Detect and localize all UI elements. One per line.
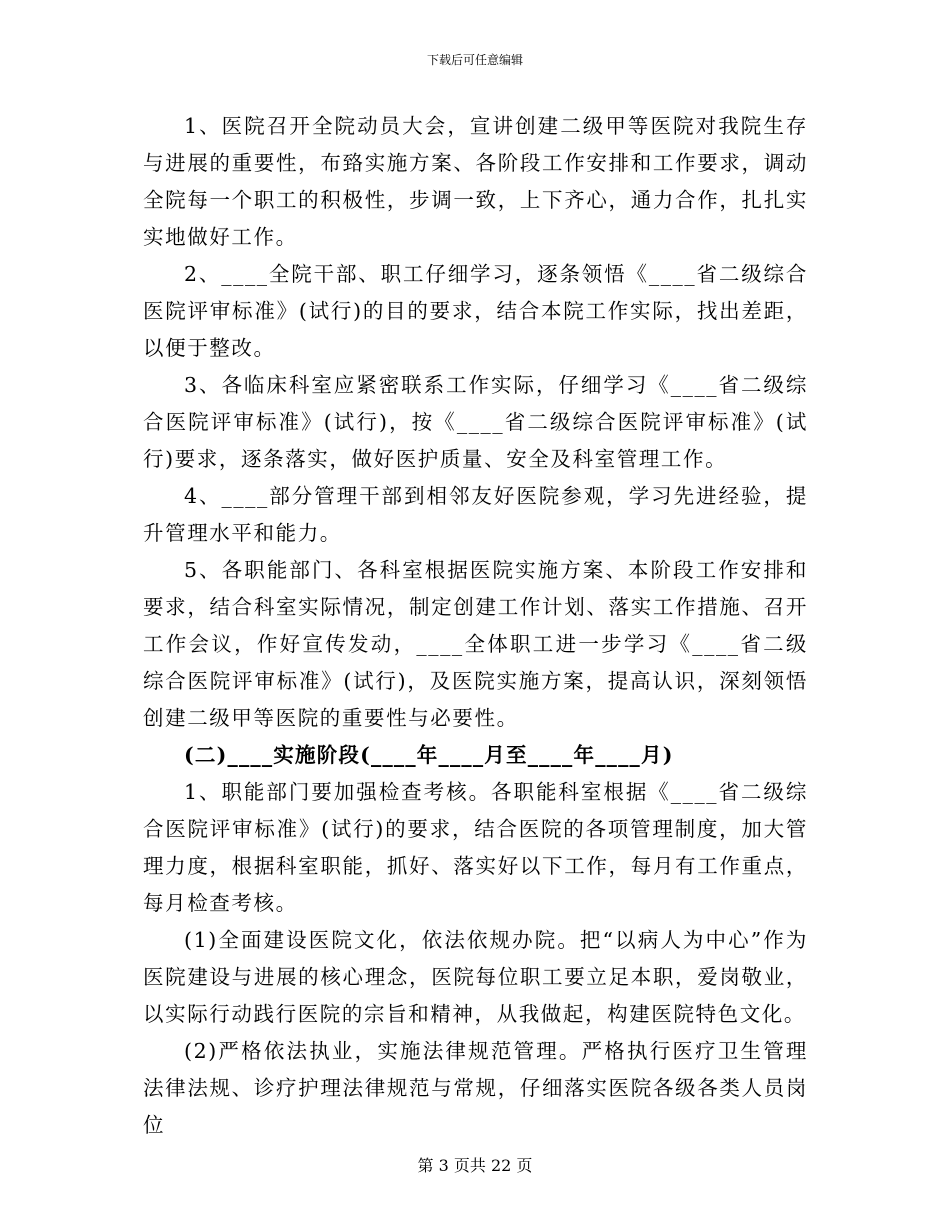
paragraph-hospital-culture: (1)全面建设医院文化，依法依规办院。把“以病人为中心”作为医院建设与进展的核心理念，医院每位职工要立足本职，爱岗敬业，以实际行动践行医院的宗旨和精神，从我做起，构建医院特色文化。 xyxy=(143,928,808,1026)
paragraph-clinical-departments: 3、各临床科室应紧密联系工作实际，仔细学习《____省二级综合医院评审标准》(试行)，按《____省二级综合医院评审标准》(试行)要求，逐条落实，做好医护质量、安全及科室管理工作。 xyxy=(143,373,808,471)
page-number-label: 第 3 页共 22 页 xyxy=(417,1156,533,1175)
paragraph-staff-study: 2、____全院干部、职工仔细学习，逐条领悟《____省二级综合医院评审标准》(试行)的目的要求，结合本院工作实际，找出差距，以便于整改。 xyxy=(143,262,808,360)
paragraph-inspection: 1、职能部门要加强检查考核。各职能科室根据《____省二级综合医院评审标准》(试行)的要求，结合医院的各项管理制度，加大管理力度，根据科室职能，抓好、落实好以下工作，每月有工作重点，每月检查考核。 xyxy=(143,780,808,915)
section-heading-implementation: (二)____实施阶段(____年____月至____年____月) xyxy=(184,743,674,767)
paragraph-visit-hospitals: 4、____部分管理干部到相邻友好医院参观，学习先进经验，提升管理水平和能力。 xyxy=(143,484,808,545)
paragraph-legal-practice: (2)严格依法执业，实施法律规范管理。严格执行医疗卫生管理法律法规、诊疗护理法律规范与常规，仔细落实医院各级各类人员岗位 xyxy=(143,1039,808,1137)
document-body xyxy=(143,108,808,1144)
page-number xyxy=(0,1156,950,1176)
header-note: 下载后可任意编辑 xyxy=(426,53,523,67)
paragraph-mobilization-meeting: 1、医院召开全院动员大会，宣讲创建二级甲等医院对我院生存与进展的重要性，布臵实施方案、各阶段工作安排和工作要求，调动全院每一个职工的积极性，步调一致，上下齐心，通力合作，扎扎实实地做好工作。 xyxy=(143,114,808,249)
paragraph-functional-departments: 5、各职能部门、各科室根据医院实施方案、本阶段工作安排和要求，结合科室实际情况，制定创建工作计划、落实工作措施、召开工作会议，作好宣传发动，____全体职工进一步学习《____省二级综合医院评审标准》(试行)，及医院实施方案，提高认识，深刻领悟创建二级甲等医院的重要性与必要性。 xyxy=(143,558,808,730)
